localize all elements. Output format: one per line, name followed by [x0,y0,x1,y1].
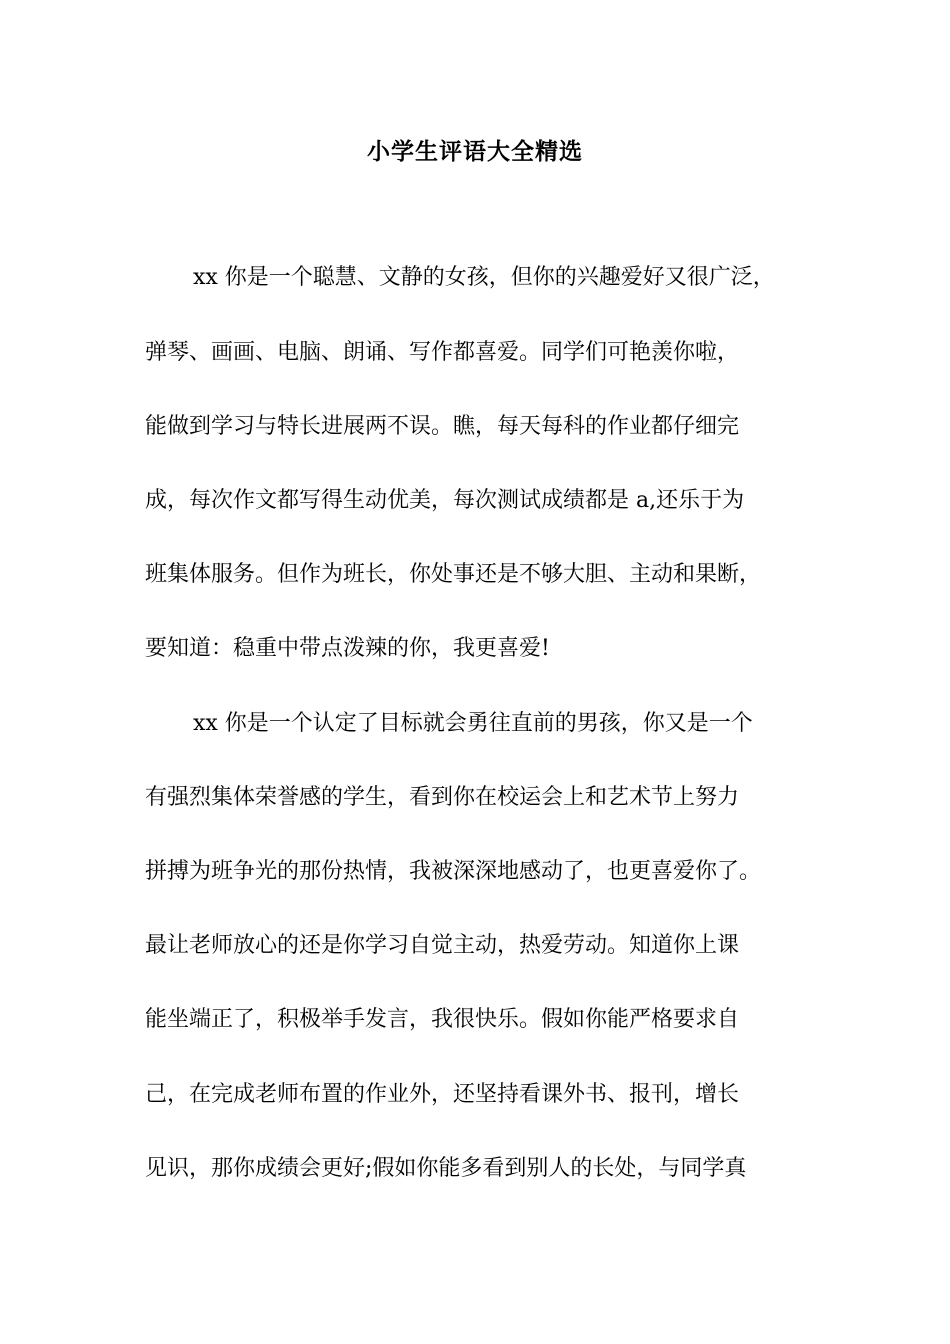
paragraph-line: xx 你是一个聪慧、文静的女孩，但你的兴趣爱好又很广泛， [193,265,775,290]
paragraph-line: 己，在完成老师布置的作业外，还坚持看课外书、报刊，增长 [145,1082,740,1107]
paragraph-line: 成，每次作文都写得生动优美，每次测试成绩都是 a,还乐于为 [145,488,745,513]
paragraph-line: 要知道：稳重中带点泼辣的你，我更喜爱! [145,636,550,661]
paragraph-line: 有强烈集体荣誉感的学生，看到你在校运会上和艺术节上努力 [145,785,740,810]
paragraph-line: 最让老师放心的还是你学习自觉主动，热爱劳动。知道你上课 [145,933,740,958]
paragraph-line: 弹琴、画画、电脑、朗诵、写作都喜爱。同学们可艳羡你啦， [145,340,740,365]
paragraph-line: 能做到学习与特长进展两不误。瞧，每天每科的作业都仔细完 [145,414,740,439]
paragraph-line: xx 你是一个认定了目标就会勇往直前的男孩，你又是一个 [193,711,753,736]
paragraph-line: 班集体服务。但作为班长，你处事还是不够大胆、主动和果断， [145,562,762,587]
document-title: 小学生评语大全精选 [367,139,583,165]
paragraph-line: 拼搏为班争光的那份热情，我被深深地感动了，也更喜爱你了。 [145,859,762,884]
paragraph-line: 能坐端正了，积极举手发言，我很快乐。假如你能严格要求自 [145,1007,740,1032]
paragraph-line: 见识，那你成绩会更好;假如你能多看到别人的长处，与同学真 [145,1156,747,1181]
